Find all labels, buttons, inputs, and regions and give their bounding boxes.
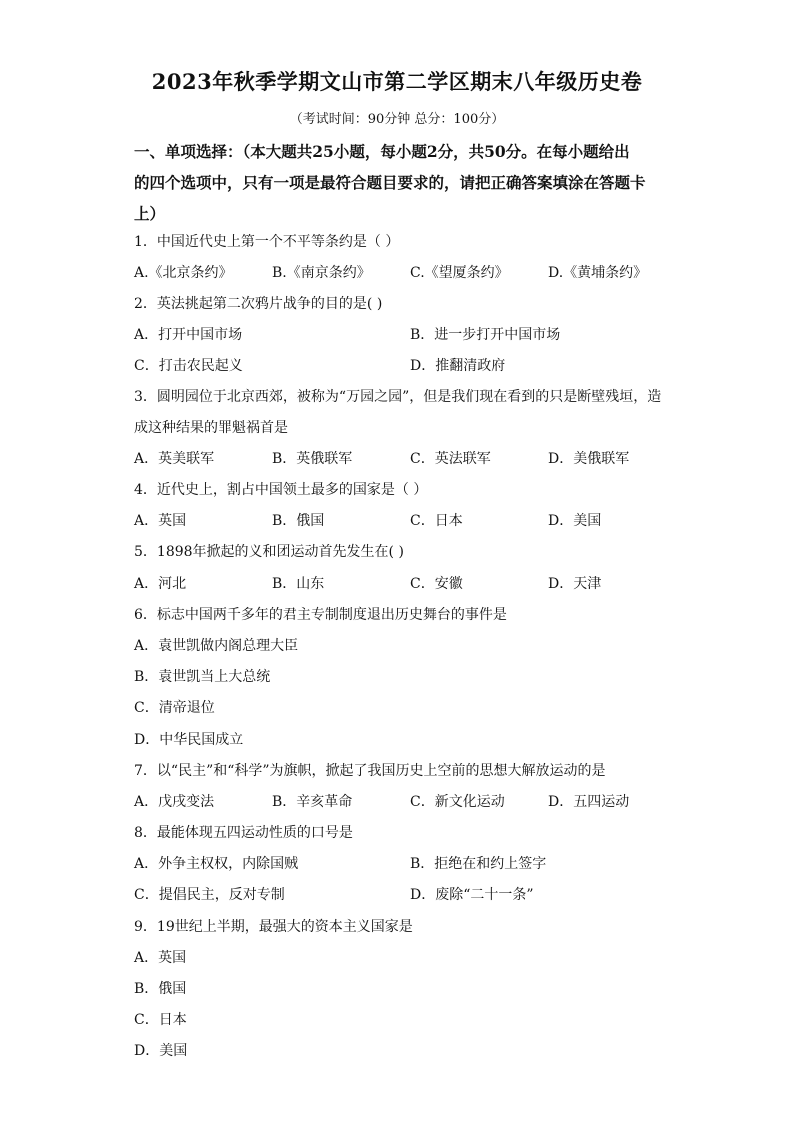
- question-6-option-d: D．中华民国成立: [134, 732, 244, 748]
- option-d: D.《黄埔条约》: [548, 265, 648, 281]
- option-b: B．进一步打开中国市场: [410, 327, 561, 343]
- question-4-options: [134, 506, 674, 537]
- question-3-stem: 成这种结果的罪魁祸首是: [134, 420, 288, 436]
- option-c: C．安徽: [410, 576, 463, 592]
- option-a: A．戊戌变法: [134, 794, 215, 810]
- question-9-option-b: B．俄国: [134, 981, 187, 997]
- option-d: D．推翻清政府: [410, 358, 506, 374]
- option-d: D．美国: [548, 513, 602, 529]
- question-5-stem: 5．1898年掀起的义和团运动首先发生在( ): [134, 544, 404, 560]
- section-heading-line: 一、单项选择：（本大题共25小题，每小题2分，共50分。在每小题给出: [134, 142, 630, 161]
- question-8-stem: 8．最能体现五四运动性质的口号是: [134, 825, 353, 841]
- option-c: C．提倡民主，反对专制: [134, 887, 285, 903]
- question-6-option-a: A．袁世凯做内阁总理大臣: [134, 638, 299, 654]
- question-3-options: [134, 444, 674, 475]
- section-heading-line: 上）: [134, 204, 166, 223]
- question-5-options: [134, 569, 674, 600]
- option-d: D．美俄联军: [548, 451, 630, 467]
- question-4-stem: 4．近代史上，割占中国领土最多的国家是（ ）: [134, 482, 428, 498]
- option-a: A．英国: [134, 513, 187, 529]
- option-d: D．废除“二十一条”: [410, 887, 534, 903]
- question-7-options: [134, 787, 674, 818]
- option-a: A．打开中国市场: [134, 327, 243, 343]
- option-b: B．英俄联军: [272, 451, 353, 467]
- question-2-options-row1: [134, 320, 674, 351]
- question-1-stem: 1．中国近代史上第一个不平等条约是（ ）: [134, 234, 400, 250]
- option-d: D．五四运动: [548, 794, 630, 810]
- section-heading: [134, 136, 666, 229]
- option-b: B．俄国: [272, 513, 325, 529]
- option-b: B．辛亥革命: [272, 794, 353, 810]
- exam-title: 2023年秋季学期文山市第二学区期末八年级历史卷: [151, 69, 643, 94]
- option-a: A．外争主权权，内除国贼: [134, 856, 299, 872]
- option-c: C．日本: [410, 513, 463, 529]
- question-9-option-c: C．日本: [134, 1012, 187, 1028]
- option-a: A.《北京条约》: [134, 265, 233, 281]
- question-6-option-c: C．清帝退位: [134, 700, 215, 716]
- question-3-stem: 3．圆明园位于北京西郊，被称为“万园之园”，但是我们现在看到的只是断壁残垣，造: [134, 389, 662, 405]
- section-heading-line: 的四个选项中，只有一项是最符合题目要求的，请把正确答案填涂在答题卡: [134, 173, 646, 192]
- question-6-option-b: B．袁世凯当上大总统: [134, 669, 271, 685]
- question-9-stem: 9．19世纪上半期，最强大的资本主义国家是: [134, 919, 413, 935]
- option-b: B．拒绝在和约上签字: [410, 856, 547, 872]
- option-c: C．英法联军: [410, 451, 491, 467]
- option-b: B．山东: [272, 576, 325, 592]
- question-9-option-d: D．美国: [134, 1043, 188, 1059]
- option-b: B.《南京条约》: [272, 265, 371, 281]
- question-9-option-a: A．英国: [134, 950, 187, 966]
- option-c: C.《望厦条约》: [410, 265, 509, 281]
- question-8-options-row1: [134, 849, 674, 880]
- question-6-stem: 6．标志中国两千多年的君主专制制度退出历史舞台的事件是: [134, 607, 507, 623]
- option-a: A．河北: [134, 576, 187, 592]
- exam-subtitle: （考试时间：90分钟 总分：100分）: [289, 112, 505, 127]
- question-1-options: [134, 258, 674, 289]
- question-2-stem: 2．英法挑起第二次鸦片战争的目的是( ): [134, 296, 383, 312]
- option-c: C．新文化运动: [410, 794, 505, 810]
- option-a: A．英美联军: [134, 451, 215, 467]
- option-c: C．打击农民起义: [134, 358, 243, 374]
- question-8-options-row2: [134, 880, 674, 911]
- question-7-stem: 7．以“民主”和“科学”为旗帜，掀起了我国历史上空前的思想大解放运动的是: [134, 763, 606, 779]
- option-d: D．天津: [548, 576, 602, 592]
- question-2-options-row2: [134, 351, 674, 382]
